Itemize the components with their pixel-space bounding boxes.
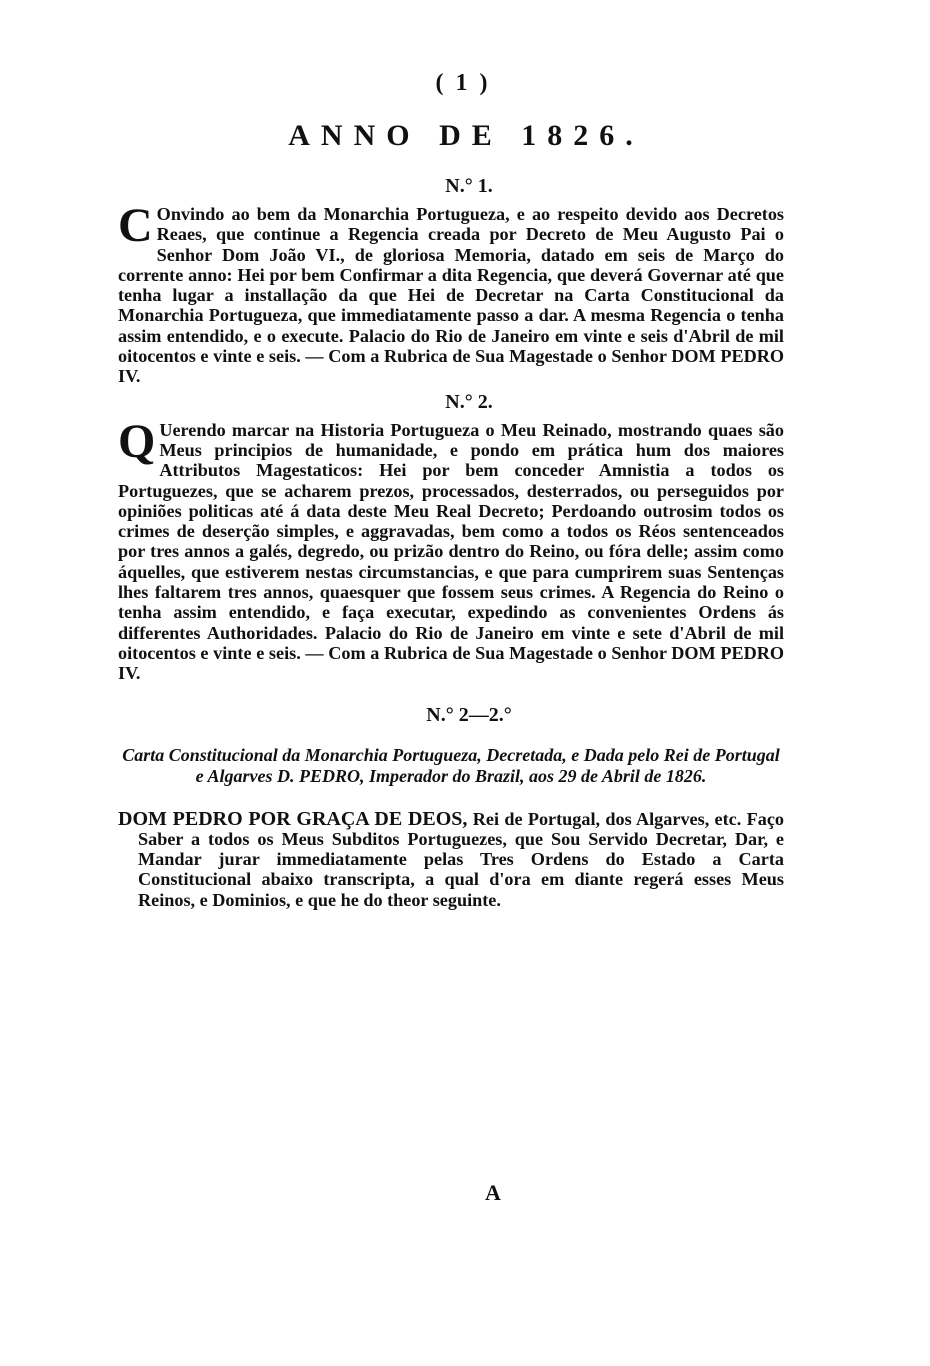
decree-1-text: Onvindo ao bem da Monarchia Portugueza, e ao respeito devido aos Decretos Reaes, que continue a Regencia creada por Decreto de Meu Augusto Pai o Senhor Dom João VI., de gloriosa Memoria, datado em seis de Março do corrente anno: Hei por bem Confirmar a dita Regencia, que deverá Governar até que tenha lugar a installação da que Hei de Decretar na Carta Constitucional da Monarchia Portugueza, que immediatamente passo a dar. A mesma Regencia o tenha assim entendido, e o execute. Palacio do Rio de Janeiro em vinte e seis d'Abril de mil oitocentos e vinte e seis. — Com a Rubrica de Sua Magestade o Senhor DOM PEDRO IV. xyxy=(118,204,784,387)
charter-caps-opening: DOM PEDRO POR GRAÇA DE DEOS, xyxy=(118,807,468,830)
charter-text: Rei de Portugal, dos Algarves, etc. Faço Saber a todos os Meus Subditos Portuguezes, que Sou Servido Decretar, Dar, e Mandar jurar immediatamente pelas Tres Ordens do Estado a Carta Constitucional abaixo transcripta, a qual d'ora em diante regerá esses Meus Reinos, e Dominios, e que he do theor seguinte. xyxy=(138,808,784,910)
decree-2-text: Uerendo marcar na Historia Portugueza o Meu Reinado, mostrando quaes são Meus principios de humanidade, e pondo em prática hum dos maiores Attributos Magestaticos: Hei por bem conceder Amnistia a todos os Portuguezes, que se acharem prezos, processados, desterrados, ou perseguidos por opiniões politicas até á data deste Meu Real Decreto; Perdoando outrosim todos os crimes de deserção simples, e aggravadas, bem como a todos os Réos sentenceados por tres annos a galés, degredo, ou prizão dentro do Reino, ou fóra delle; assim como áquelles, que estiverem nestas circumstancias, e que para cumprirem suas Sentenças lhes faltarem tres annos, quaesquer que fossem seus crimes. A Regencia do Reino o tenha assim entendido, e faça executar, expedindo as convenientes Ordens ás differentes Authoridades. Palacio do Rio de Janeiro em vinte e sete d'Abril de mil oitocentos e vinte e seis. — Com a Rubrica de Sua Magestade o Senhor DOM PEDRO IV. xyxy=(118,419,784,684)
section-number-2: N.° 2. xyxy=(445,390,493,413)
signature-mark: A xyxy=(485,1180,501,1205)
decree-2 xyxy=(118,414,784,684)
dropcap-1: C xyxy=(118,199,153,252)
page-number: ( 1 ) xyxy=(435,70,491,96)
document-page xyxy=(118,70,784,910)
decree-1 xyxy=(118,199,784,387)
charter-subtitle: Carta Constitucional da Monarchia Portugueza, Decretada, e Dada pelo Rei de Portugal e Algarves D. PEDRO, Imperador do Brazil, aos 29 de Abril de 1826. xyxy=(122,744,780,786)
charter-opening xyxy=(118,809,784,910)
section-number-3: N.° 2—2.° xyxy=(426,703,512,726)
section-number-1: N.° 1. xyxy=(445,175,493,197)
dropcap-2: Q xyxy=(118,414,156,468)
year-title: ANNO DE 1826. xyxy=(288,119,644,152)
